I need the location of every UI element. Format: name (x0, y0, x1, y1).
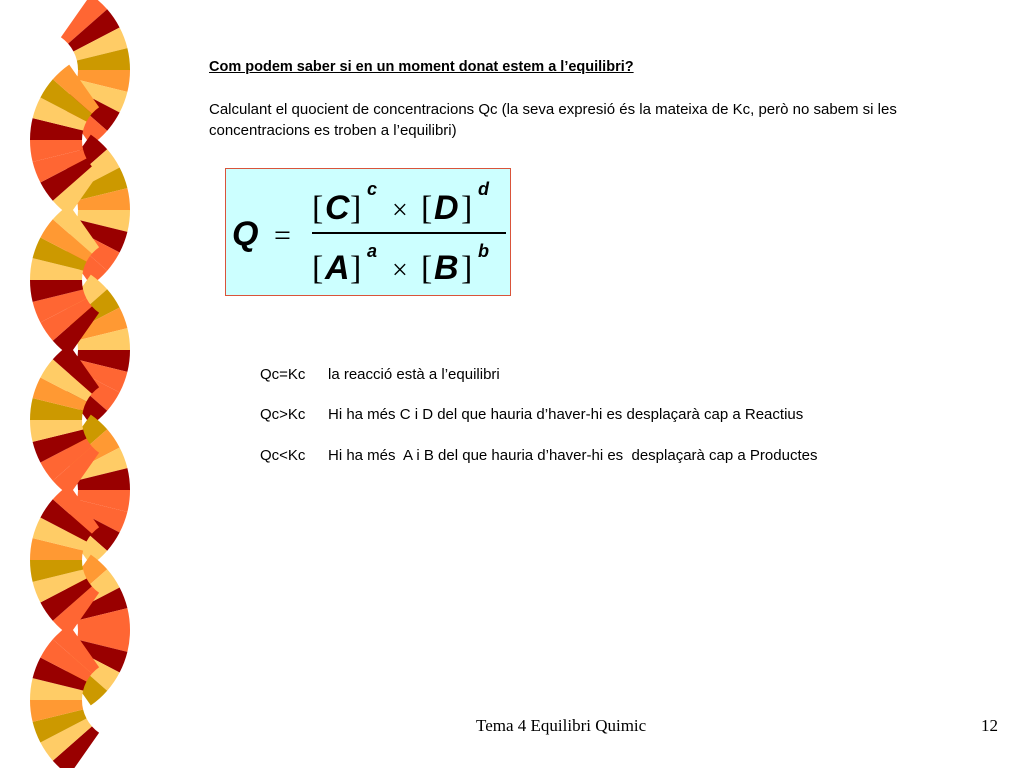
num-rbracket-1: ] (350, 190, 362, 227)
den-lbracket-2: [ (421, 250, 433, 287)
num-times: × (392, 195, 408, 226)
formula-q: Q (232, 215, 259, 253)
den-rbracket-1: ] (350, 250, 362, 287)
condition-text: la reacció està a l’equilibri (328, 366, 500, 383)
intro-paragraph: Calculant el quocient de concentracions Qc (la seva expresió és la mateixa de Kc, però no sabem si les concentracions es troben a l’equilibri) (209, 101, 897, 139)
den-exp-b: b (478, 241, 489, 261)
condition-text: Hi ha més A i B del que hauria d’haver-hi es desplaçarà cap a Productes (328, 447, 818, 464)
condition-code: Qc>Kc (260, 406, 306, 423)
condition-code: Qc=Kc (260, 366, 306, 383)
condition-less (260, 447, 817, 464)
formula-equals: = (274, 219, 291, 252)
num-term-c: C (325, 189, 350, 227)
den-term-b: B (434, 249, 459, 287)
condition-equal (260, 366, 500, 383)
num-term-d: D (434, 189, 459, 227)
decorative-fan-border (0, 0, 160, 768)
num-lbracket-2: [ (421, 190, 433, 227)
num-exp-d: d (478, 179, 489, 199)
num-exp-c: c (367, 179, 378, 199)
den-exp-a: a (367, 241, 378, 261)
reaction-quotient-formula (225, 168, 511, 296)
slide-heading: Com podem saber si en un moment donat estem a l’equilibri? (209, 59, 634, 75)
den-lbracket-1: [ (312, 250, 324, 287)
condition-greater (260, 406, 803, 423)
footer-title: Tema 4 Equilibri Quimic (476, 716, 647, 735)
num-lbracket-1: [ (312, 190, 324, 227)
den-times: × (392, 255, 408, 286)
den-term-a: A (325, 249, 350, 287)
condition-text: Hi ha més C i D del que hauria d’haver-hi es desplaçarà cap a Reactius (328, 406, 804, 423)
page-number: 12 (981, 716, 998, 735)
condition-code: Qc<Kc (260, 447, 306, 464)
den-rbracket-2: ] (461, 250, 473, 287)
num-rbracket-2: ] (461, 190, 473, 227)
